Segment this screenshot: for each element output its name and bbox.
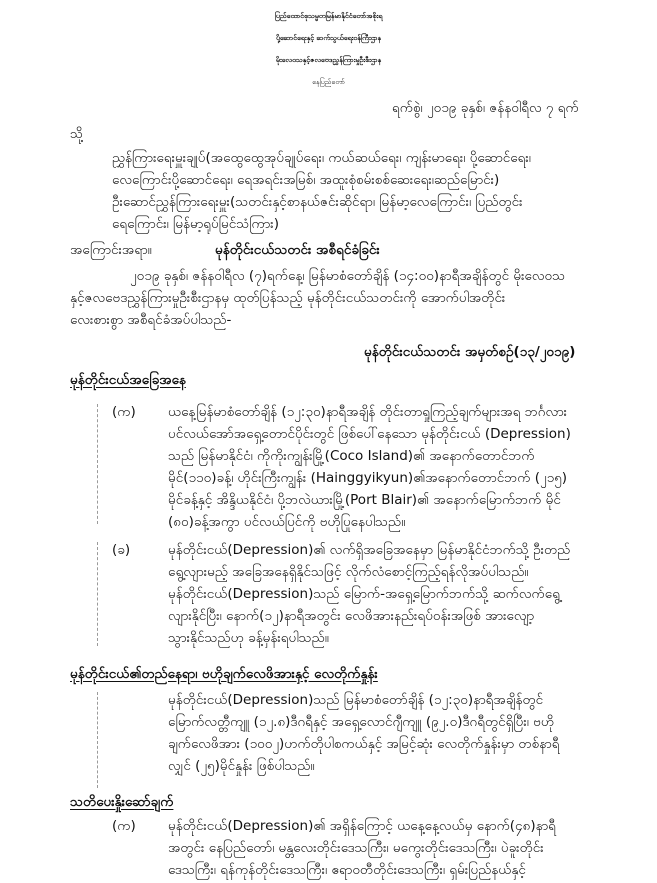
intro-line: ၂၀၁၉ ခုနှစ်၊ ဇန်နဝါရီလ (၇)ရက်နေ့၊ မြန်မာစံတော်ချိန် (၁၄:၀၀)နာရီအချိန်တွင် မိုးလေဝသ <box>130 268 566 284</box>
bulletin-number: မုန်တိုင်းငယ်သတင်း အမှတ်စဉ်(၁၃/၂၀၁၉) <box>364 344 576 360</box>
recipient-line: ညွှန်ကြားရေးမှူးချုပ်(အထွေထွေအုပ်ချုပ်ရေး၊ ကယ်ဆယ်ရေး၊ ကျန်းမာရေး၊ ပို့ဆောင်ရေး၊ <box>112 150 531 166</box>
item-line: အတွင်း နေပြည်တော်၊ မန္တလေးတိုင်းဒေသကြီး၊ မကွေးတိုင်းဒေသကြီး၊ ပဲခူးတိုင်း <box>168 840 544 856</box>
margin-dash-line <box>97 692 98 788</box>
item-marker: (ခ) <box>112 542 131 558</box>
header-ministry: ပို့ဆောင်ရေးနှင့် ဆက်သွယ်ရေးဝန်ကြီးဌာန <box>275 34 382 42</box>
header-department: မိုးလေဝသနှင့်ဇလဗေဒညွှန်ကြားမှုဦးစီးဌာန <box>275 56 382 64</box>
header-city: နေပြည်တော် <box>312 78 345 86</box>
item-line: ပင်လယ်အော်အရှေ့တောင်ပိုင်းတွင် ဖြစ်ပေါ်နေသော မုန်တိုင်းငယ် (Depression) <box>168 426 571 442</box>
subject-label: အကြောင်းအရာ။ <box>70 242 152 258</box>
item-line: ရွေ့လျားမည့် အခြေအနေရှိနိုင်သဖြင့် လိုက်လံစောင့်ကြည့်ရန်လိုအပ်ပါသည်။ <box>168 564 529 580</box>
item-marker: (က) <box>112 818 136 834</box>
paragraph-line: ချက်လေဖိအား (၁၀၀၂)ဟက်တိုပါစကယ်နှင့် အမြင့်ဆုံး လေတိုက်နှုန်းမှာ တစ်နာရီ <box>168 736 560 752</box>
subject-text: မုန်တိုင်းငယ်သတင်း အစီရင်ခံခြင်း <box>215 242 380 258</box>
margin-dash-line <box>97 542 98 646</box>
recipient-line: ဦးဆောင်ညွှန်ကြားရေးမှူး(သတင်းနှင့်စာနယ်ဇင်းဆိုင်ရာ၊ မြန်မာ့လေကြောင်း၊ ပြည်တွင်း <box>112 194 523 210</box>
section-heading-storm-status: မုန်တိုင်းငယ်အခြေအနေ <box>70 372 186 388</box>
item-line: ယနေ့မြန်မာစံတော်ချိန် (၁၂:၃၀)နာရီအချိန် တိုင်းတာရှုကြည့်ချက်များအရ ဘင်္ဂလား <box>168 404 568 420</box>
item-line: မိုင်(၁၁၀)ခန့်၊ ဟိုင်းကြီးကျွန်း (Hainggyikyun)၏အနောက်တောင်ဘက် (၂၁၅) <box>168 470 568 486</box>
document-date: ရက်စွဲ၊ ၂၀၁၉ ခုနှစ်၊ ဇန်နဝါရီလ ၇ ရက် <box>392 100 579 116</box>
item-line: (၈၀)ခန့်အကွာ ပင်လယ်ပြင်ကို ဗဟိုပြုနေပါသည်။ <box>168 514 406 530</box>
item-line: လျားနိုင်ပြီး၊ နောက်(၁၂)နာရီအတွင်း လေဖိအားနည်းရပ်ဝန်းအဖြစ် အားလျော့ <box>168 608 535 624</box>
item-line: သွားနိုင်သည်ဟု ခန့်မှန်းရပါသည်။ <box>168 630 329 646</box>
item-marker: (က) <box>112 404 136 420</box>
item-line: မုန်တိုင်းငယ်(Depression)၏ လက်ရှိအခြေအနေမှာ မြန်မာနိုင်ငံဘက်သို့ ဦးတည် <box>168 542 571 558</box>
recipient-line: လေကြောင်းပို့ဆောင်ရေး၊ ရေအရင်းအမြစ်၊ အထူးစုံစမ်းစစ်ဆေးရေး၊ဆည်မြောင်း) <box>112 172 500 188</box>
recipient-line: ရေကြောင်း၊ မြန်မာ့ရုပ်မြင်သံကြား) <box>112 216 279 232</box>
item-line: မုန်တိုင်းငယ်(Depression)သည် မြောက်-အရှေ့မြောက်ဘက်သို့ ဆက်လက်ရွေ့ <box>168 586 561 602</box>
header-government: ပြည်ထောင်စုသမ္မတမြန်မာနိုင်ငံတော်အစိုးရ <box>274 12 383 20</box>
item-line: မိုင်ခန့်နှင့် အိန္ဒိယနိုင်ငံ၊ ပို့ဘလဲယားမြို့(Port Blair)၏ အနောက်မြောက်ဘက် မိုင် <box>168 492 561 508</box>
item-line: ဒေသကြီး၊ ရန်ကုန်တိုင်းဒေသကြီး၊ ဧရာဝတီတိုင်းဒေသကြီး၊ ရှမ်းပြည်နယ်နှင့် <box>168 862 526 878</box>
item-line: မုန်တိုင်းငယ်(Depression)၏ အရှိန်ကြောင့် ယနေ့နေ့လယ်မှ နောက်(၄၈)နာရီ <box>168 818 556 834</box>
intro-line: နှင့်ဇလဗေဒညွှန်ကြားမှုဦးစီးဌာနမှ ထုတ်ပြန်သည့် မုန်တိုင်းငယ်သတင်းကို အောက်ပါအတိုင်း <box>70 290 506 306</box>
section-heading-warning: သတိပေးနှိုးဆော်ချက် <box>70 794 174 810</box>
item-line: သည် မြန်မာနိုင်ငံ၊ ကိုကိုးကျွန်းမြို့(Coco Island)၏ အနောက်တောင်ဘက် <box>168 448 535 464</box>
intro-line: လေးစားစွာ အစီရင်ခံအပ်ပါသည်- <box>70 312 232 328</box>
paragraph-line: မြောက်လတ္တီကျူ (၁၂.၈)ဒီဂရီနှင့် အရှေ့လောင်ဂျီကျူ (၉၂.၀)ဒီဂရီတွင်ရှိပြီး၊ ဗဟို <box>168 714 555 730</box>
to-label: သို့ <box>70 126 84 142</box>
paragraph-line: မုန်တိုင်းငယ်(Depression)သည် မြန်မာစံတော်ချိန် (၁၂:၃၀)နာရီအချိန်တွင် <box>168 692 544 708</box>
margin-dash-line <box>97 404 98 524</box>
section-heading-location-pressure: မုန်တိုင်းငယ်၏တည်နေရာ၊ ဗဟိုချက်လေဖိအားနှင့် လေတိုက်နှုန်း <box>70 666 378 682</box>
paragraph-line: လျှင် (၂၅)မိုင်နှုန်း ဖြစ်ပါသည်။ <box>168 758 315 774</box>
